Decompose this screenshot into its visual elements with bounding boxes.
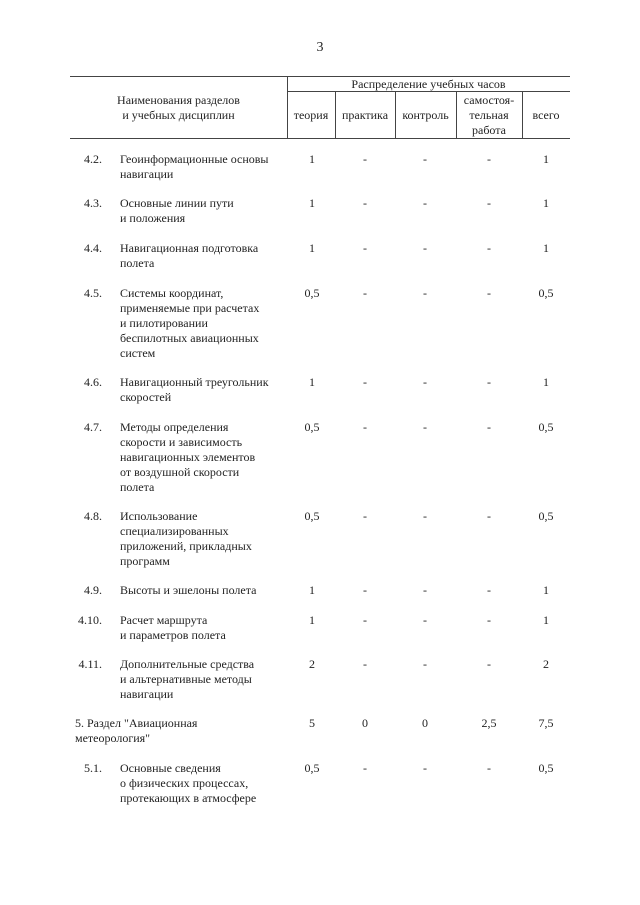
cell-total: 0,5	[538, 509, 554, 523]
cell-total: 1	[543, 375, 549, 389]
cell-theory: 1	[309, 613, 315, 627]
cell-self-study: -	[487, 375, 491, 389]
header-col-total: всего	[532, 108, 560, 122]
cell-total: 1	[543, 196, 549, 210]
cell-practice: -	[363, 241, 367, 255]
header-col-self-study: самостоя- тельная работа	[463, 93, 515, 137]
cell-practice: -	[363, 286, 367, 300]
header-col-control: контроль	[402, 108, 449, 122]
header-col-theory: теория	[293, 108, 329, 122]
cell-self-study: -	[487, 583, 491, 597]
row-name: Системы координат, применяемые при расчетах и пилотировании беспилотных авиационных систем	[120, 286, 260, 360]
page-number: 3	[316, 40, 324, 55]
cell-self-study: -	[487, 420, 491, 434]
cell-practice: -	[363, 420, 367, 434]
cell-control: 0	[422, 716, 428, 730]
cell-self-study: -	[487, 286, 491, 300]
cell-control: -	[423, 509, 427, 523]
row-name: Высоты и эшелоны полета	[120, 583, 257, 597]
cell-total: 1	[543, 613, 549, 627]
cell-control: -	[423, 286, 427, 300]
row-number: 5.1.	[84, 761, 102, 775]
cell-practice: -	[363, 196, 367, 210]
header-col-practice: практика	[341, 108, 389, 122]
section-title: 5. Раздел "Авиационная метеорология"	[75, 716, 198, 745]
cell-self-study: -	[487, 657, 491, 671]
cell-control: -	[423, 375, 427, 389]
cell-control: -	[423, 152, 427, 166]
cell-self-study: 2,5	[481, 716, 497, 730]
row-name: Использование специализированных приложений, прикладных программ	[120, 509, 252, 568]
row-number: 4.11.	[78, 657, 102, 671]
cell-self-study: -	[487, 196, 491, 210]
cell-control: -	[423, 241, 427, 255]
cell-theory: 0,5	[304, 420, 320, 434]
header-bottom-rule	[70, 138, 570, 139]
row-name: Основные линии пути и положения	[120, 196, 234, 225]
cell-self-study: -	[487, 241, 491, 255]
cell-practice: -	[363, 152, 367, 166]
cell-total: 1	[543, 152, 549, 166]
cell-theory: 1	[309, 152, 315, 166]
cell-theory: 1	[309, 375, 315, 389]
row-number: 4.3.	[84, 196, 102, 210]
cell-theory: 1	[309, 583, 315, 597]
cell-control: -	[423, 761, 427, 775]
row-name: Основные сведения о физических процессах, протекающих в атмосфере	[120, 761, 257, 805]
cell-theory: 0,5	[304, 509, 320, 523]
cell-theory: 2	[309, 657, 315, 671]
row-name: Навигационный треугольник скоростей	[120, 375, 269, 404]
cell-self-study: -	[487, 613, 491, 627]
cell-practice: -	[363, 657, 367, 671]
header-group-title: Распределение учебных часов	[351, 77, 506, 91]
cell-theory: 0,5	[304, 761, 320, 775]
row-number: 4.9.	[84, 583, 102, 597]
cell-practice: -	[363, 375, 367, 389]
cell-theory: 0,5	[304, 286, 320, 300]
row-name: Навигационная подготовка полета	[120, 241, 259, 270]
row-name: Методы определения скорости и зависимость навигационных элементов от воздушной скорости полета	[120, 420, 256, 494]
cell-practice: 0	[362, 716, 368, 730]
row-number: 4.7.	[84, 420, 102, 434]
header-name-column: Наименования разделов и учебных дисциплин	[117, 93, 240, 122]
cell-control: -	[423, 583, 427, 597]
row-number: 4.10.	[78, 613, 102, 627]
cell-total: 0,5	[538, 420, 554, 434]
cell-total: 2	[543, 657, 549, 671]
row-name: Дополнительные средства и альтернативные методы навигации	[120, 657, 255, 701]
row-name: Расчет маршрута и параметров полета	[120, 613, 226, 642]
cell-self-study: -	[487, 152, 491, 166]
cell-total: 1	[543, 583, 549, 597]
cell-total: 1	[543, 241, 549, 255]
cell-control: -	[423, 613, 427, 627]
cell-self-study: -	[487, 761, 491, 775]
cell-theory: 1	[309, 241, 315, 255]
cell-total: 0,5	[538, 286, 554, 300]
row-number: 4.5.	[84, 286, 102, 300]
cell-practice: -	[363, 761, 367, 775]
cell-control: -	[423, 196, 427, 210]
row-number: 4.4.	[84, 241, 102, 255]
row-name: Геоинформационные основы навигации	[120, 152, 269, 181]
cell-control: -	[423, 420, 427, 434]
cell-practice: -	[363, 613, 367, 627]
cell-theory: 5	[309, 716, 315, 730]
row-number: 4.6.	[84, 375, 102, 389]
cell-control: -	[423, 657, 427, 671]
cell-self-study: -	[487, 509, 491, 523]
row-number: 4.2.	[84, 152, 102, 166]
cell-total: 7,5	[538, 716, 554, 730]
cell-theory: 1	[309, 196, 315, 210]
cell-practice: -	[363, 583, 367, 597]
row-number: 4.8.	[84, 509, 102, 523]
cell-total: 0,5	[538, 761, 554, 775]
cell-practice: -	[363, 509, 367, 523]
